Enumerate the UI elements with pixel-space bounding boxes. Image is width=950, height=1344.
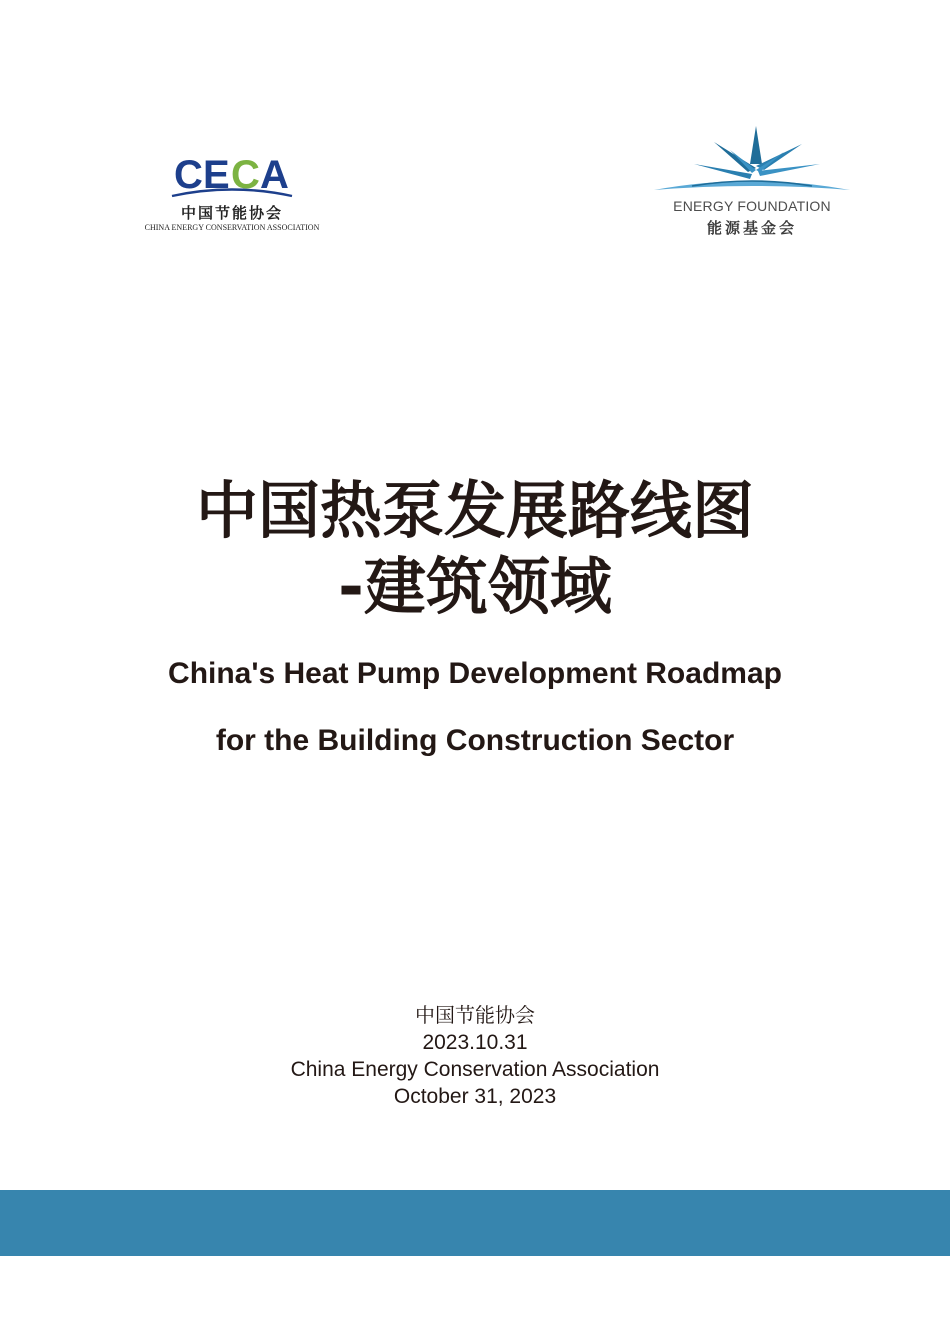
ceca-mark-c2: C: [231, 153, 260, 197]
publish-date-numeric: 2023.10.31: [422, 1031, 528, 1054]
title-en-line1: China's Heat Pump Development Roadmap: [168, 657, 782, 690]
bottom-color-band: [0, 1190, 950, 1256]
energy-foundation-name-cn: 能源基金会: [706, 219, 797, 237]
ceca-name-cn: 中国节能协会: [180, 204, 283, 222]
ceca-logo-mark: [170, 150, 294, 200]
energy-foundation-name-en: ENERGY FOUNDATION: [673, 198, 831, 214]
ceca-mark-c1: C: [174, 153, 203, 197]
ceca-logo: [128, 150, 336, 238]
title-cn-line1: 中国热泵发展路线图: [195, 474, 754, 547]
publisher-name-cn: 中国节能协会: [415, 1003, 535, 1027]
publish-date-en: October 31, 2023: [393, 1085, 557, 1108]
title-cn-line2: -建筑领域: [338, 550, 612, 623]
ceca-name-en: CHINA ENERGY CONSERVATION ASSOCIATION: [144, 223, 320, 232]
energy-foundation-star-mark: [652, 124, 852, 196]
energy-foundation-logo: [650, 124, 854, 240]
publisher-name-en: China Energy Conservation Association: [290, 1058, 660, 1081]
title-en-line2: for the Building Construction Sector: [215, 724, 735, 757]
ceca-mark-a: A: [260, 153, 289, 197]
publisher-info: [0, 1002, 950, 1110]
ceca-mark-e: E: [203, 153, 230, 197]
